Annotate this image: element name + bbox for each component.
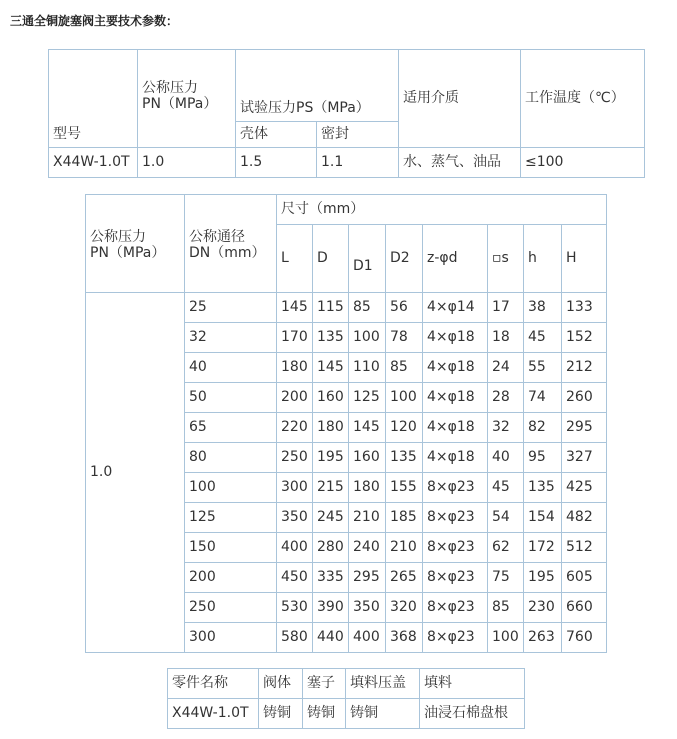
pn-header-line1: 公称压力 xyxy=(142,80,198,96)
d2-cell: 265 xyxy=(386,563,423,593)
d-cell: 215 xyxy=(313,473,349,503)
s-cell: 28 xyxy=(488,383,524,413)
packing-material-cell: 油浸石棉盘根 xyxy=(420,699,525,729)
d1-cell: 210 xyxy=(349,503,386,533)
d2-cell: 56 xyxy=(386,293,423,323)
dn-cell: 200 xyxy=(185,563,277,593)
s-cell: 85 xyxy=(488,593,524,623)
medium-cell: 水、蒸气、油品 xyxy=(399,148,521,178)
s-cell: 75 xyxy=(488,563,524,593)
col-l-header: L xyxy=(277,225,313,293)
l-cell: 200 xyxy=(277,383,313,413)
big-h-cell: 212 xyxy=(562,353,607,383)
seal-cell: 1.1 xyxy=(317,148,399,178)
d-cell: 390 xyxy=(313,593,349,623)
temp-header: 工作温度（℃） xyxy=(521,50,645,148)
body-material-cell: 铸铜 xyxy=(259,699,303,729)
dimensions-header: 尺寸（mm） xyxy=(277,195,607,225)
d1-cell: 160 xyxy=(349,443,386,473)
d-cell: 180 xyxy=(313,413,349,443)
dn-cell: 80 xyxy=(185,443,277,473)
s-cell: 17 xyxy=(488,293,524,323)
pn-header-line2: PN（MPa） xyxy=(90,245,166,262)
col-s-header: ▫s xyxy=(488,225,524,293)
d1-cell: 85 xyxy=(349,293,386,323)
d2-cell: 100 xyxy=(386,383,423,413)
big-h-cell: 295 xyxy=(562,413,607,443)
s-cell: 32 xyxy=(488,413,524,443)
pn-header-line2: PN（MPa） xyxy=(142,96,218,113)
dn-cell: 40 xyxy=(185,353,277,383)
d2-cell: 320 xyxy=(386,593,423,623)
table-row xyxy=(86,293,607,323)
s-cell: 62 xyxy=(488,533,524,563)
body-header: 阀体 xyxy=(259,669,303,699)
gland-header: 填料压盖 xyxy=(346,669,420,699)
d-cell: 145 xyxy=(313,353,349,383)
zphid-cell: 4×φ18 xyxy=(423,383,488,413)
dn-header-line1: 公称通径 xyxy=(189,229,245,245)
h-cell: 74 xyxy=(524,383,562,413)
l-cell: 220 xyxy=(277,413,313,443)
s-cell: 40 xyxy=(488,443,524,473)
l-cell: 530 xyxy=(277,593,313,623)
zphid-cell: 4×φ18 xyxy=(423,353,488,383)
big-h-cell: 425 xyxy=(562,473,607,503)
l-cell: 145 xyxy=(277,293,313,323)
col-d1-label: D1 xyxy=(353,258,373,275)
d-cell: 335 xyxy=(313,563,349,593)
zphid-cell: 8×φ23 xyxy=(423,563,488,593)
pn-header xyxy=(86,195,185,293)
d2-cell: 135 xyxy=(386,443,423,473)
l-cell: 350 xyxy=(277,503,313,533)
h-cell: 195 xyxy=(524,563,562,593)
s-cell: 45 xyxy=(488,473,524,503)
dn-cell: 25 xyxy=(185,293,277,323)
l-cell: 580 xyxy=(277,623,313,653)
d-cell: 115 xyxy=(313,293,349,323)
zphid-cell: 8×φ23 xyxy=(423,593,488,623)
d-cell: 160 xyxy=(313,383,349,413)
d-cell: 440 xyxy=(313,623,349,653)
col-zphid-header: z-φd xyxy=(423,225,488,293)
col-big-h-header: H xyxy=(562,225,607,293)
d2-cell: 368 xyxy=(386,623,423,653)
zphid-cell: 8×φ23 xyxy=(423,533,488,563)
shell-header: 壳体 xyxy=(236,122,317,148)
big-h-cell: 760 xyxy=(562,623,607,653)
d2-cell: 210 xyxy=(386,533,423,563)
big-h-cell: 327 xyxy=(562,443,607,473)
big-h-cell: 260 xyxy=(562,383,607,413)
d2-cell: 185 xyxy=(386,503,423,533)
h-cell: 135 xyxy=(524,473,562,503)
zphid-cell: 8×φ23 xyxy=(423,503,488,533)
plug-material-cell: 铸铜 xyxy=(303,699,346,729)
table-row xyxy=(49,148,645,178)
d-cell: 195 xyxy=(313,443,349,473)
d-cell: 280 xyxy=(313,533,349,563)
h-cell: 38 xyxy=(524,293,562,323)
col-d1-header xyxy=(349,225,386,293)
pn-cell: 1.0 xyxy=(138,148,236,178)
dn-cell: 32 xyxy=(185,323,277,353)
zphid-cell: 8×φ23 xyxy=(423,623,488,653)
d1-cell: 350 xyxy=(349,593,386,623)
l-cell: 170 xyxy=(277,323,313,353)
s-cell: 100 xyxy=(488,623,524,653)
dn-cell: 300 xyxy=(185,623,277,653)
dn-header-line2: DN（mm） xyxy=(189,245,266,262)
big-h-cell: 482 xyxy=(562,503,607,533)
d2-cell: 155 xyxy=(386,473,423,503)
pn-header xyxy=(138,50,236,148)
shell-cell: 1.5 xyxy=(236,148,317,178)
pn-value-cell: 1.0 xyxy=(86,293,185,653)
tech-params-table xyxy=(48,49,645,178)
h-cell: 263 xyxy=(524,623,562,653)
d-cell: 245 xyxy=(313,503,349,533)
zphid-cell: 4×φ18 xyxy=(423,413,488,443)
h-cell: 55 xyxy=(524,353,562,383)
materials-table xyxy=(167,668,525,729)
col-d-header: D xyxy=(313,225,349,293)
dn-header xyxy=(185,195,277,293)
s-cell: 24 xyxy=(488,353,524,383)
page-title: 三通全铜旋塞阀主要技术参数： xyxy=(10,14,179,28)
d1-cell: 145 xyxy=(349,413,386,443)
seal-header: 密封 xyxy=(317,122,399,148)
packing-header: 填料 xyxy=(420,669,525,699)
d1-cell: 240 xyxy=(349,533,386,563)
h-cell: 230 xyxy=(524,593,562,623)
dn-cell: 100 xyxy=(185,473,277,503)
h-cell: 82 xyxy=(524,413,562,443)
col-d2-header: D2 xyxy=(386,225,423,293)
model-cell: X44W-1.0T xyxy=(49,148,138,178)
big-h-cell: 605 xyxy=(562,563,607,593)
s-cell: 54 xyxy=(488,503,524,533)
d1-cell: 180 xyxy=(349,473,386,503)
l-cell: 180 xyxy=(277,353,313,383)
d1-cell: 125 xyxy=(349,383,386,413)
gland-material-cell: 铸铜 xyxy=(346,699,420,729)
col-h-header: h xyxy=(524,225,562,293)
dn-cell: 250 xyxy=(185,593,277,623)
table-row xyxy=(168,699,525,729)
zphid-cell: 4×φ18 xyxy=(423,443,488,473)
h-cell: 154 xyxy=(524,503,562,533)
h-cell: 95 xyxy=(524,443,562,473)
dn-cell: 50 xyxy=(185,383,277,413)
h-cell: 45 xyxy=(524,323,562,353)
h-cell: 172 xyxy=(524,533,562,563)
model-cell: X44W-1.0T xyxy=(168,699,259,729)
d1-cell: 295 xyxy=(349,563,386,593)
big-h-cell: 660 xyxy=(562,593,607,623)
l-cell: 250 xyxy=(277,443,313,473)
l-cell: 300 xyxy=(277,473,313,503)
pn-header-line1: 公称压力 xyxy=(90,229,146,245)
d1-cell: 100 xyxy=(349,323,386,353)
zphid-cell: 4×φ14 xyxy=(423,293,488,323)
dn-cell: 150 xyxy=(185,533,277,563)
l-cell: 450 xyxy=(277,563,313,593)
dimensions-table xyxy=(85,194,607,653)
d1-cell: 400 xyxy=(349,623,386,653)
medium-header: 适用介质 xyxy=(399,50,521,148)
big-h-cell: 133 xyxy=(562,293,607,323)
dn-cell: 125 xyxy=(185,503,277,533)
zphid-cell: 4×φ18 xyxy=(423,323,488,353)
big-h-cell: 512 xyxy=(562,533,607,563)
part-name-header: 零件名称 xyxy=(168,669,259,699)
temp-cell: ≤100 xyxy=(521,148,645,178)
l-cell: 400 xyxy=(277,533,313,563)
d2-cell: 85 xyxy=(386,353,423,383)
dn-cell: 65 xyxy=(185,413,277,443)
zphid-cell: 8×φ23 xyxy=(423,473,488,503)
big-h-cell: 152 xyxy=(562,323,607,353)
plug-header: 塞子 xyxy=(303,669,346,699)
d2-cell: 78 xyxy=(386,323,423,353)
s-cell: 18 xyxy=(488,323,524,353)
d2-cell: 120 xyxy=(386,413,423,443)
d-cell: 135 xyxy=(313,323,349,353)
test-pressure-header: 试验压力PS（MPa） xyxy=(236,50,399,122)
d1-cell: 110 xyxy=(349,353,386,383)
model-header: 型号 xyxy=(49,50,138,148)
